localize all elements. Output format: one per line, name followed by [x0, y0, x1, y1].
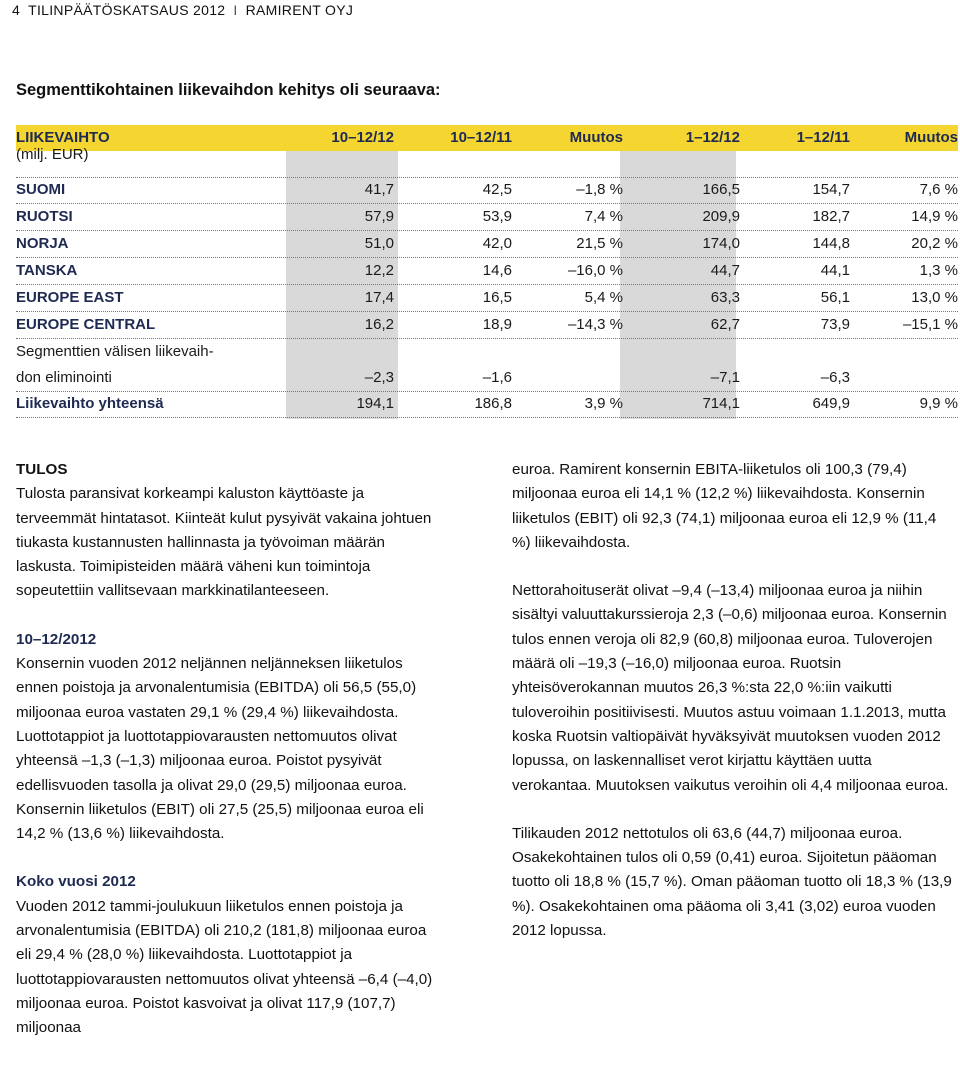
table-row — [16, 231, 958, 258]
table-cell: 56,1 — [820, 289, 850, 306]
table-cell: 53,9 — [482, 208, 512, 225]
table-cell: 14,9 % — [911, 208, 958, 225]
table-cell: 5,4 % — [584, 289, 623, 306]
table-cell: 16,2 — [364, 316, 394, 333]
report-title: TILINPÄÄTÖSKATSAUS 2012 — [28, 2, 226, 18]
section-title: Segmenttikohtainen liikevaihdon kehitys oli seuraava: — [16, 81, 441, 99]
table-cell: 174,0 — [702, 235, 740, 252]
header-col-3: Muutos — [569, 129, 623, 146]
table-cell: 1,3 % — [919, 262, 958, 279]
elimination-value-4: –7,1 — [710, 369, 740, 386]
table-cell: –15,1 % — [902, 316, 958, 333]
table-row — [16, 177, 958, 204]
header-col-1: 10–12/12 — [331, 129, 394, 146]
total-value-1: 194,1 — [356, 395, 394, 412]
total-label: Liikevaihto yhteensä — [16, 395, 164, 412]
right-paragraph-3: Tilikauden 2012 nettotulos oli 63,6 (44,7) miljoonaa euroa. Osakekohtainen tulos oli 0,59 (0,41) euroa. Sijoitetun pääoman tuotto oli 18,8 % (15,7 %). Oman pääoman tuotto oli 18,3 % (13,9 %). Osakekohtainen oma pääoma oli 3,41 (3,02) euroa vuoden 2012 lopussa. — [512, 824, 952, 940]
q4-paragraph: Konsernin vuoden 2012 neljännen neljänneksen liiketulos ennen poistoja ja arvonalentumisia (EBITDA) oli 56,5 (55,0) miljoonaa euroa vastaten 29,1 % (29,4 %) liikevaihdosta. Luottotappiot ja luottotappiovarausten nettomuutos olivat yhteensä –1,3 (–1,3) miljoonaa euroa. Poistot pysyivät edellisvuoden tasolla ja olivat 29,0 (29,5) miljoonaa euroa. Konsernin liiketulos (EBIT) oli 27,5 (25,5) miljoonaa euroa eli 14,2 % (13,6 %) liikevaihdosta. — [16, 655, 424, 843]
header-separator: I — [233, 2, 238, 18]
elimination-value-2: –1,6 — [482, 369, 512, 386]
table-cell: 14,6 — [482, 262, 512, 279]
table-cell: 182,7 — [812, 208, 850, 225]
table-cell: –14,3 % — [567, 316, 623, 333]
table-cell: 18,9 — [482, 316, 512, 333]
year-heading: Koko vuosi 2012 — [16, 873, 136, 891]
tulos-heading: TULOS — [16, 461, 68, 478]
table-row — [16, 285, 958, 312]
total-row — [16, 391, 958, 418]
segment-label: TANSKA — [16, 262, 78, 279]
table-cell: 166,5 — [702, 181, 740, 198]
elimination-label-line2: don eliminointi — [16, 369, 112, 386]
table-cell: 17,4 — [364, 289, 394, 306]
table-cell: 44,1 — [820, 262, 850, 279]
table-cell: 209,9 — [702, 208, 740, 225]
table-cell: 16,5 — [482, 289, 512, 306]
total-value-4: 714,1 — [702, 395, 740, 412]
table-row — [16, 204, 958, 231]
table-cell: 63,3 — [710, 289, 740, 306]
table-cell: 44,7 — [710, 262, 740, 279]
page-number: 4 — [12, 2, 21, 18]
table-cell: 13,0 % — [911, 289, 958, 306]
segment-label: SUOMI — [16, 181, 66, 198]
elimination-value-5: –6,3 — [820, 369, 850, 386]
table-row — [16, 258, 958, 285]
elimination-row — [16, 339, 958, 392]
right-paragraph-1: euroa. Ramirent konsernin EBITA-liiketulos oli 100,3 (79,4) miljoonaa euroa eli 14,1 % (12,2 %) liikevaihdosta. Konsernin liiketulos (EBIT) oli 92,3 (74,1) miljoonaa euroa eli 12,9 % (11,4 %) liikevaihdosta. — [512, 461, 937, 551]
left-text-column — [16, 458, 436, 1041]
table-cell: 57,9 — [364, 208, 394, 225]
table-cell: 144,8 — [812, 235, 850, 252]
table-cell: 7,4 % — [584, 208, 623, 225]
total-value-2: 186,8 — [474, 395, 512, 412]
header-col-5: 1–12/11 — [796, 129, 850, 146]
table-cell: 73,9 — [820, 316, 850, 333]
total-value-6: 9,9 % — [919, 395, 958, 412]
table-cell: 21,5 % — [576, 235, 623, 252]
segment-label: EUROPE CENTRAL — [16, 316, 156, 333]
table-cell: 7,6 % — [919, 181, 958, 198]
company-name: RAMIRENT OYJ — [245, 2, 354, 18]
table-cell: 12,2 — [364, 262, 394, 279]
header-col-4: 1–12/12 — [685, 129, 740, 146]
table-unit-row — [16, 146, 958, 178]
table-cell: 41,7 — [364, 181, 394, 198]
total-value-5: 649,9 — [812, 395, 850, 412]
elimination-value-1: –2,3 — [364, 369, 394, 386]
segment-label: RUOTSI — [16, 208, 73, 225]
elimination-label-line1: Segmenttien välisen liikevaih- — [16, 343, 214, 360]
year-paragraph: Vuoden 2012 tammi-joulukuun liiketulos ennen poistoja ja arvonalentumisia (EBITDA) oli 210,2 (181,8) miljoonaa euroa eli 29,4 % (28,0 %) liikevaihdosta. Luottotappiot ja luottotappiovarausten nettomuutos olivat yhteensä –6,4 (–4,0) miljoonaa euroa. Poistot kasvoivat ja olivat 117,9 (107,7) miljoonaa — [16, 897, 433, 1037]
table-cell: 42,5 — [482, 181, 512, 198]
table-cell: 20,2 % — [911, 235, 958, 252]
table-cell: –16,0 % — [567, 262, 623, 279]
right-paragraph-2: Nettorahoituserät olivat –9,4 (–13,4) miljoonaa euroa ja niihin sisältyi valuuttakurssieroja 2,3 (–0,6) miljoonaa euroa. Konsernin tulos ennen veroja oli 82,9 (60,8) miljoonaa euroa. Tuloverojen määrä oli –19,3 (–16,0) miljoonaa euroa. Ruotsin yhteisöverokannan muutos 26,3 %:sta 22,0 %:iin vaikutti tuloveroihin positiivisesti. Muutos astuu voimaan 1.1.2013, mutta koska Ruotsin valtiopäivät hyväksyivät muutoksen vuoden 2012 lopussa, on laskennalliset verot kirjattu käyttäen uutta verokantaa. Muutoksen vaikutus veroihin oli 4,4 miljoonaa euroa. — [512, 582, 949, 794]
tulos-paragraph: Tulosta paransivat korkeampi kaluston käyttöaste ja terveemmät hintatasot. Kiinteät kulut pysyivät vakaina johtuen tiukasta kustannusten hallinnasta ja työvoiman määrän laskusta. Toimipisteiden määrä väheni kun toimintoja sopeutettiin vallitsevaan markkinatilanteeseen. — [16, 485, 432, 600]
header-label: LIIKEVAIHTO — [16, 129, 110, 146]
table-cell: –1,8 % — [576, 181, 623, 198]
segment-label: EUROPE EAST — [16, 289, 124, 306]
segment-label: NORJA — [16, 235, 69, 252]
table-header-row — [16, 125, 958, 151]
table-cell: 154,7 — [812, 181, 850, 198]
header-col-6: Muutos — [904, 129, 958, 146]
table-row — [16, 312, 958, 339]
total-value-3: 3,9 % — [584, 395, 623, 412]
table-cell: 42,0 — [482, 235, 512, 252]
right-text-column — [512, 458, 952, 943]
table-cell: 51,0 — [364, 235, 394, 252]
q4-heading: 10–12/2012 — [16, 630, 97, 648]
header-col-2: 10–12/11 — [450, 129, 512, 146]
page-header — [12, 0, 353, 20]
header-unit: (milj. EUR) — [16, 146, 89, 163]
table-cell: 62,7 — [710, 316, 740, 333]
